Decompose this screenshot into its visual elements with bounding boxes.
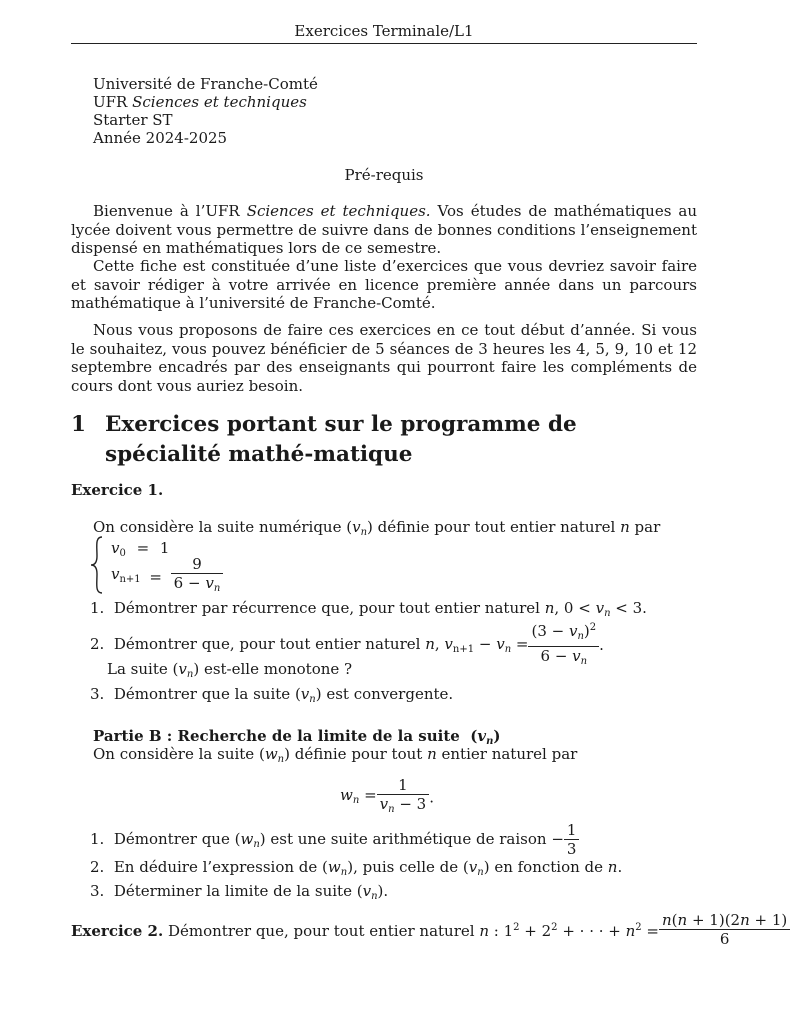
text: On considère la suite xyxy=(93,745,259,763)
prereq-title: Pré-requis xyxy=(344,166,424,184)
text: définie pour tout xyxy=(289,745,428,763)
address-text: Année 2024-2025 xyxy=(93,129,228,147)
exercise-1-item-3: 3. Démontrer que la suite $(v_n)$ est convergente. xyxy=(90,685,454,705)
exercise-1-intro: On considère la suite numérique $(v_n)$ définie pour tout entier naturel n par xyxy=(93,518,661,538)
item-text: Démontrer par récurrence que, pour tout entier naturel xyxy=(113,599,545,617)
text: par xyxy=(629,518,661,536)
running-header: Exercices Terminale/L1 xyxy=(294,22,474,40)
address-emphasis: Sciences et techniques xyxy=(132,93,307,111)
text: définie pour tout entier naturel xyxy=(372,518,621,536)
system-row-1: $v_0 = 1$ xyxy=(111,539,170,559)
item-text: Démontrer que, pour tout entier naturel xyxy=(113,635,426,653)
header-rule xyxy=(71,43,697,44)
intro-text: Bienvenue à l’UFR xyxy=(93,202,247,220)
exercise-1-item-1: 1. Démontrer par récurrence que, pour tout entier naturel n, $0 < v_n < 3$. xyxy=(90,599,647,619)
w-n-definition: $w_n$ = $\frac{1}{v_n - 3}$ . xyxy=(340,776,435,815)
part-b-title: Partie B : Recherche de la limite de la suite $(v_n)$ xyxy=(93,727,501,747)
text: Partie B : Recherche de la limite de la suite xyxy=(93,727,460,745)
address-line-2 xyxy=(93,93,307,111)
text: entier naturel par xyxy=(436,745,578,763)
item-text: En déduire l’expression de xyxy=(113,858,323,876)
item-text: Démontrer que xyxy=(113,829,235,848)
address-text: Université de Franche-Comté xyxy=(93,75,318,93)
system-row-2: $v_{n+1}$ = $\frac{9}{6 - v_n}$ xyxy=(111,555,223,591)
item-text: Déterminer la limite de la suite xyxy=(113,882,357,900)
text: La suite xyxy=(107,660,173,678)
text: . xyxy=(383,882,389,900)
address-line-4 xyxy=(93,129,227,147)
address-text: Starter ST xyxy=(93,111,173,129)
text: est-elle monotone ? xyxy=(199,660,353,678)
exercise-2-title: Exercice 2. xyxy=(71,922,164,940)
intro-paragraph-2: Cette fiche est constituée d’une liste d’exercices que vous devriez savoir faire et savoir rédiger à votre arrivée en licence première année dans un parcours mathématique à l’université de Franche-Comté. xyxy=(71,257,697,312)
exercise-1-item-2: 2. Démontrer que, pour tout entier naturel n, $v_{n+1} - v_n$ = $\frac{(3 - v_n)^2}{6 - v_n}$ . xyxy=(90,619,604,663)
part-b-item-2: 2. En déduire l’expression de $(w_n)$, puis celle de $(v_n)$ en fonction de n. xyxy=(90,858,623,878)
intro-paragraph-1 xyxy=(71,202,697,258)
intro-emphasis: Sciences et techniques. xyxy=(246,202,431,220)
item-text: Démontrer que la suite xyxy=(113,685,295,703)
address-line-3 xyxy=(93,111,173,129)
address-text: UFR xyxy=(93,93,133,111)
text: On considère la suite numérique xyxy=(93,518,347,536)
exercise-2: Exercice 2. Démontrer que, pour tout entier naturel n : $1^2 + 2^2$ + · · · + $n^2$ = $\frac{n(n + 1)(2n + 1)}{6}$ xyxy=(71,911,790,951)
part-b-intro: On considère la suite $(w_n)$ définie pour tout n entier naturel par xyxy=(93,745,578,765)
left-brace xyxy=(90,536,104,594)
exercise-1-title: Exercice 1. xyxy=(71,481,164,499)
exercise-1-item-2-question: La suite $(v_n)$ est-elle monotone ? xyxy=(107,660,353,680)
section-heading xyxy=(71,410,697,470)
text: en fonction de xyxy=(489,858,608,876)
address-line-1 xyxy=(93,75,318,93)
text: Démontrer que, pour tout entier naturel xyxy=(163,922,480,940)
part-b-item-1: 1. Démontrer que $(w_n)$ est une suite arithmétique de raison − $\frac{1}{3}$ xyxy=(90,821,579,861)
text: est convergente. xyxy=(321,685,454,703)
text: , puis celle de xyxy=(353,858,463,876)
intro-text: Vos études de mathématiques au lycée doivent vous permettre de suivre dans de bonnes conditions l’enseignement dispensé en mathématiques lors de ce semestre. xyxy=(71,202,697,257)
part-b-item-3: 3. Déterminer la limite de la suite $(v_n)$. xyxy=(90,882,389,902)
intro-paragraph-3: Nous vous proposons de faire ces exercices en ce tout début d’année. Si vous le souhaitez, vous pouvez bénéficier de 5 séances de 3 heures les 4, 5, 9, 10 et 12 septembre encadrés par des enseignants qui pourront faire les compléments de cours dont vous auriez besoin. xyxy=(71,321,697,395)
section-title: Exercices portant sur le programme de spécialité mathé-matique xyxy=(105,412,577,467)
text: est une suite arithmétique de raison xyxy=(265,829,552,848)
section-number: 1 xyxy=(71,412,86,437)
